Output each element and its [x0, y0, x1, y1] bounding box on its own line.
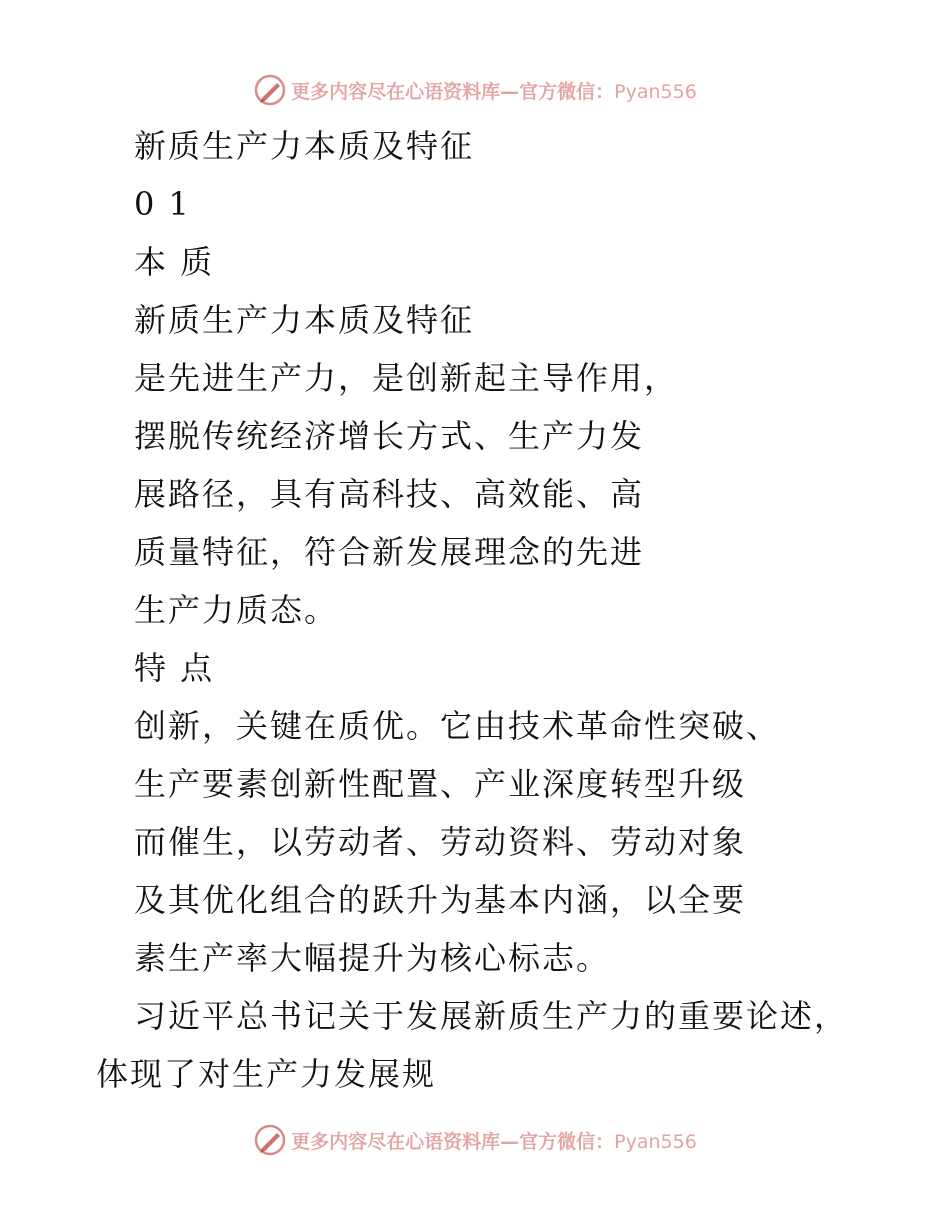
paragraph-line: 及其优化组合的跃升为基本内涵，以全要	[134, 881, 747, 919]
paragraph-line: 创新，关键在质优。它由技术革命性突破、	[134, 707, 781, 745]
paragraph-line: 体现了对生产力发展规	[96, 1055, 437, 1093]
heading-title: 新质生产力本质及特征	[134, 127, 475, 165]
watermark-text: 更多内容尽在心语资料库—官方微信：Pyan556	[291, 80, 697, 103]
section-heading-nature: 本 质	[134, 243, 215, 281]
paragraph-line: 摆脱传统经济增长方式、生产力发	[134, 417, 645, 455]
section-heading-features: 特 点	[134, 649, 215, 687]
pen-logo-icon	[253, 73, 287, 107]
watermark-header	[0, 70, 950, 110]
pen-logo-icon	[253, 1123, 287, 1157]
paragraph-line: 习近平总书记关于发展新质生产力的重要论述，	[134, 997, 849, 1035]
watermark-footer	[0, 1120, 950, 1160]
paragraph-line: 生产力质态。	[134, 591, 339, 629]
paragraph-line: 新质生产力本质及特征	[134, 301, 475, 339]
section-number: 0 1	[134, 185, 191, 223]
paragraph-line: 质量特征，符合新发展理念的先进	[134, 533, 645, 571]
paragraph-line: 生产要素创新性配置、产业深度转型升级	[134, 765, 747, 803]
paragraph-line: 展路径，具有高科技、高效能、高	[134, 475, 645, 513]
paragraph-line: 素生产率大幅提升为核心标志。	[134, 939, 611, 977]
paragraph-line: 是先进生产力，是创新起主导作用，	[134, 359, 679, 397]
paragraph-line: 而催生，以劳动者、劳动资料、劳动对象	[134, 823, 747, 861]
watermark-text: 更多内容尽在心语资料库—官方微信：Pyan556	[291, 1130, 697, 1153]
